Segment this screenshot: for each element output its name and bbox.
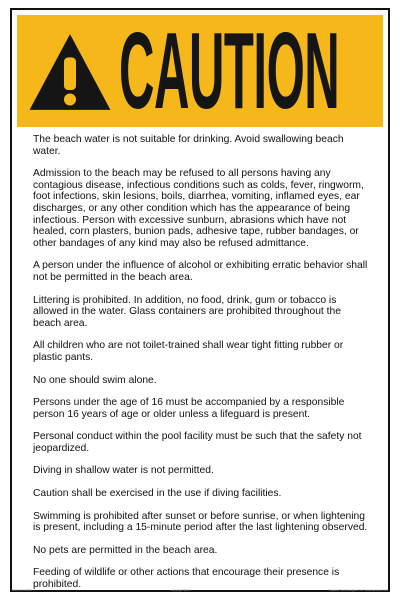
rule-item: All children who are not toilet-trained shall wear tight fitting rubber or plastic pants. [33, 340, 344, 363]
rule-item: Personal conduct within the pool facility must be such that the safety not jeopardized. [33, 431, 362, 454]
sign-footer [12, 588, 388, 596]
rule-item: The beach water is not suitable for drinking. Avoid swallowing beach water. [33, 134, 344, 157]
caution-title: CAUTION [119, 10, 340, 132]
rules-list [33, 134, 371, 602]
rule-item: Admission to the beach may be refused to all persons having any contagious disease, infectious conditions such as colds, fever, ringworm, foot infections, skin lesions, boils, diarrhea, vomiting, inflamed eyes, ear discharges, or any other condition which has the appearance of being infectious. Person with excessive sunburn, abrasions which have not healed, corn plasters, bunion pads, adhesive tape, rubber bandages, or other bandages of any kind may also be refused admittance. [33, 168, 364, 249]
rule-item: A person under the influence of alcohol or exhibiting erratic behavior shall not be permitted in the beach area. [33, 260, 368, 283]
warning-triangle-icon [27, 29, 113, 115]
rule-item: Caution shall be exercised in the use if diving facilities. [33, 488, 282, 500]
rule-item: Feeding of wildlife or other actions that encourage their presence is prohibited. [33, 567, 340, 591]
footer-company: Aquatic Technologies, Inc. www.aquatic.com [329, 588, 388, 592]
footer-code: ASP-MO-0000 [12, 588, 32, 592]
caution-sign [10, 8, 390, 592]
footer-copyright: Copyright 2023 [170, 588, 191, 592]
rule-item: No pets are permitted in the beach area. [33, 544, 218, 556]
rule-item: Persons under the age of 16 must be accompanied by a responsible person 16 years of age or older unless a lifeguard is present. [33, 397, 345, 420]
caution-header [17, 10, 383, 132]
rule-item: No one should swim alone. [33, 374, 157, 386]
rule-item: Swimming is prohibited after sunset or before sunrise, or when lightening is present, including a 15-minute period after the last lightening observed. [33, 510, 368, 534]
rule-item: Diving in shallow water is not permitted. [33, 465, 214, 477]
rule-item: Littering is prohibited. In addition, no food, drink, gum or tobacco is allowed in the water. Glass containers are prohibited throughout the beach area. [33, 294, 341, 329]
